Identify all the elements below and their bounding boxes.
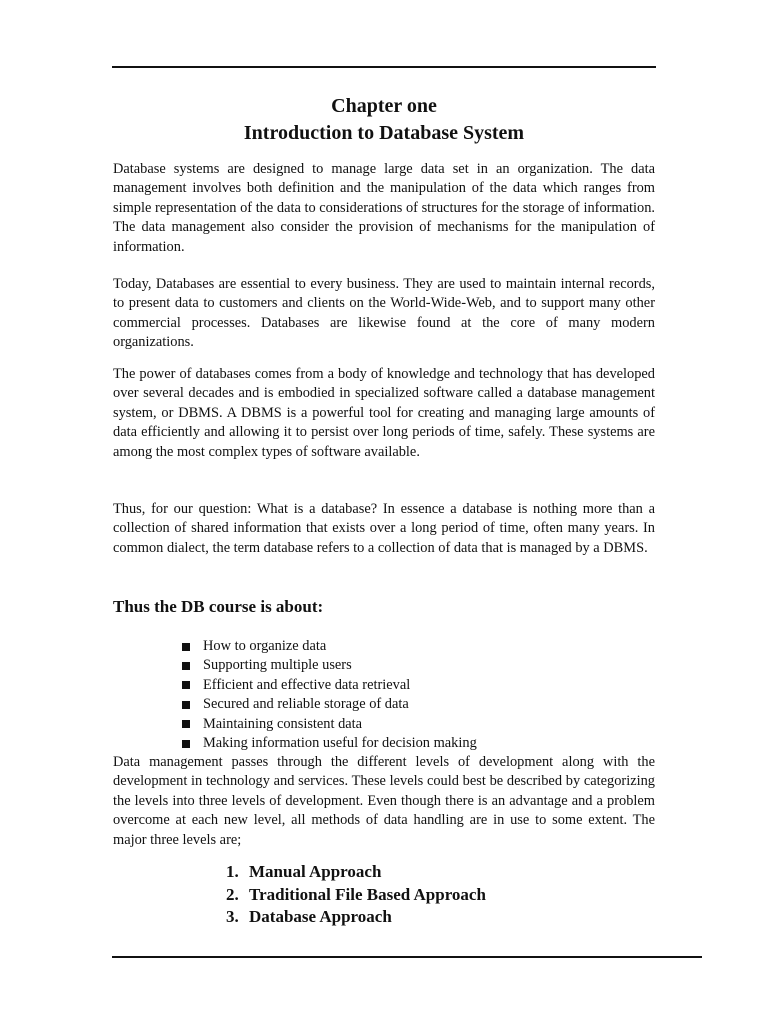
paragraph-3: The power of databases comes from a body of knowledge and technology that has developed over several decades and is embodied in specialized software called a database management system, or DBMS. A DBMS is a powerful tool for creating and managing large amounts of data efficiently and allowing it to persist over long periods of time, safely. These systems are among the most complex types of software available. [113,366,655,460]
square-bullet-icon [182,643,190,651]
square-bullet-icon [182,681,190,689]
list-item [182,734,477,753]
level-label: Manual Approach [249,862,382,881]
square-bullet-icon [182,740,190,748]
list-item-label: Supporting multiple users [203,657,352,674]
square-bullet-icon [182,720,190,728]
list-item [182,715,477,734]
development-levels-list [226,861,486,929]
list-item [182,637,477,656]
list-item-label: Efficient and effective data retrieval [203,676,411,693]
course-topics-list [182,637,477,753]
chapter-heading [112,93,656,147]
list-item-label: How to organize data [203,638,327,654]
level-number: 3. [226,907,239,926]
list-item [182,676,477,695]
list-item-label: Secured and reliable storage of data [203,696,409,713]
level-number: 1. [226,862,239,881]
square-bullet-icon [182,662,190,670]
chapter-title: Introduction to Database System [243,122,525,144]
level-item [226,861,486,884]
course-subheading: Thus the DB course is about: [113,597,324,616]
paragraph-2: Today, Databases are essential to every business. They are used to maintain internal records, to present data to customers and clients on the World-Wide-Web, and to support many other commercial processes. Databases are likewise found at the core of many modern organizations. [113,276,655,351]
level-item [226,884,486,907]
square-bullet-icon [182,701,190,709]
bottom-rule [112,956,702,958]
list-item [182,695,477,714]
level-number: 2. [226,884,239,904]
list-item-label: Maintaining consistent data [203,715,363,732]
list-item [182,656,477,675]
level-label: Traditional File Based Approach [249,884,486,904]
paragraph-1: Database systems are designed to manage large data set in an organization. The data management involves both definition and the manipulation of the data which ranges from simple representation of the data to considerations of structures for the storage of information. The data management also consider the provision of mechanisms for the manipulation of information. [113,161,655,255]
paragraph-5: Data management passes through the different levels of development along with the development in technology and services. These levels could best be described by categorizing the levels into three levels of development. Even though there is an advantage and a problem overcome at each new level, all methods of data handling are in use to some extent. The major three levels are; [113,754,655,848]
level-label: Database Approach [249,907,392,926]
paragraph-4: Thus, for our question: What is a database? In essence a database is nothing more than a collection of shared information that exists over a long period of time, often many years. In common dialect, the term database refers to a collection of data that is managed by a DBMS. [113,501,655,556]
top-rule [112,66,656,68]
level-item [226,906,486,929]
chapter-number: Chapter one [331,95,437,117]
list-item-label: Making information useful for decision making [203,734,477,751]
